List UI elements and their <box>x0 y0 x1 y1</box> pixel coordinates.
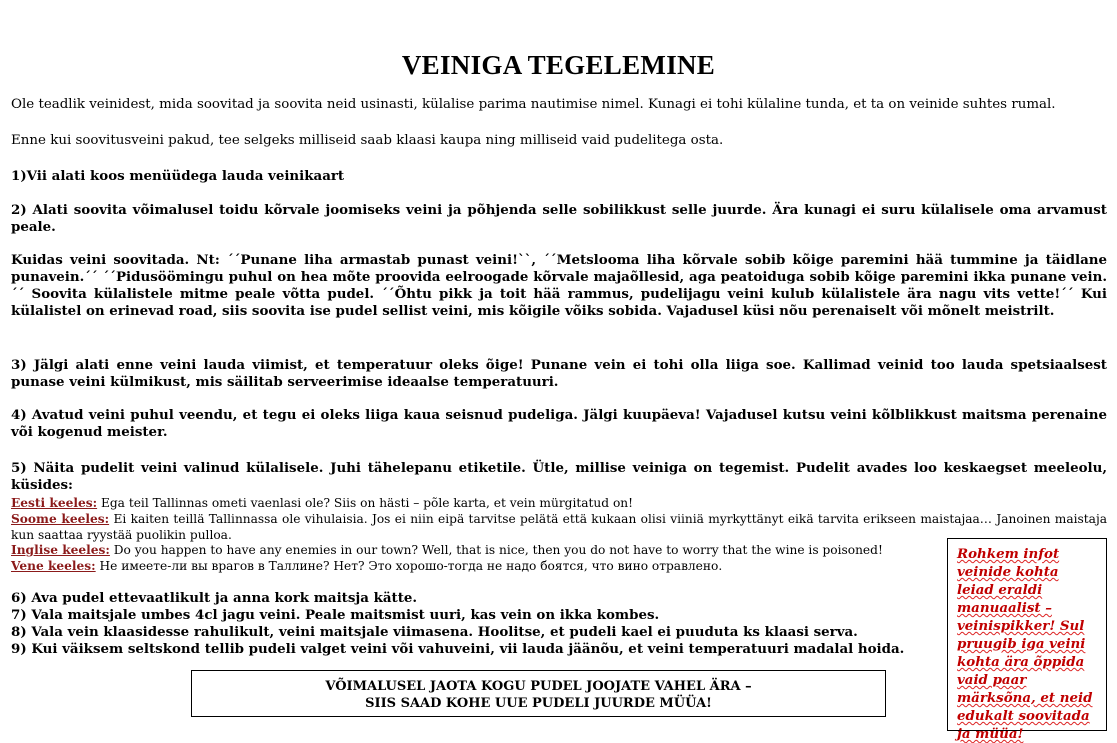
point-4: 4) Avatud veini puhul veendu, et tegu ei oleks liiga kaua seisnud pudeliga. Jälgi kuupäeva! Vajadusel kutsu veini kõlblikkust maitsma perenaine või kogenud meister. <box>11 407 1107 440</box>
point-3: 3) Jälgi alati enne veini lauda viimist, et temperatuur oleks õige! Punane vein ei tohi olla liiga soe. Kallimad veinid too lauda spetsiaalsest punase veini külmikust, mis säilitab serveerimise ideaalse temperatuuri. <box>11 357 1107 390</box>
point-5: 5) Näita pudelit veini valinud külalisele. Juhi tähelepanu etiketile. Ütle, millise veiniga on tegemist. Pudelit avades loo keskaegset meeleolu, küsides: <box>11 460 1107 493</box>
wine-manual-note <box>947 538 1107 742</box>
wine-manual-note-text: Rohkem infot veinide kohta leiad eraldi manuaalist – veinispikker! Sul pruugib iga veini kohta ära õppida vaid paar märksõna, et neid edukalt soovitada ja müüa! <box>957 546 1093 742</box>
language-estonian <box>11 495 1107 511</box>
language-text: Не имеете-ли вы врагов в Таллине? Нет? Это хорошо-тогда не надо боятся, что вино отравлено. <box>95 559 723 573</box>
box-line-1: VÕIMALUSEL JAOTA KOGU PUDEL JOOJATE VAHEL ÄRA – <box>325 679 752 694</box>
language-text: Ei kaiten teillä Tallinnassa ole vihulaisia. Jos ei niin eipä tarvitse pelätä että kukaan olisi viiniä myrkyttänyt eikä tarvita erikseen maistajaa… Janoinen maistaja kun saattaa ryystää puolikin pulloa. <box>11 512 1107 542</box>
language-text: Ega teil Tallinnas ometi vaenlasi ole? Siis on hästi – põle karta, et vein mürgitatud on! <box>97 496 634 510</box>
language-label: Soome keeles: <box>11 512 110 526</box>
how-to-recommend: Kuidas veini soovitada. Nt: ´´Punane liha armastab punast veini!``, ´´Metslooma liha kõrvale sobib kõige paremini hää tummine ja täidlane punavein.´´ ´´Pidusöömingu puhul on hea mõte proovida eelroogade kõrvale majaõllesid, aga peatoiduga sobib kõige paremini ikka punane vein.´´ Soovita külalistele mitme peale võtta pudel. ´´Õhtu pikk ja toit hää rammus, pudelijagu veini kulub külalistele ära nagu vits vette!´´ Kui külalistel on erinevad road, siis soovita ise pudel sellist veini, mis kõigile võiks sobida. Vajadusel küsi nõu perenaiselt või mõnelt meistrilt. <box>11 252 1107 319</box>
language-english <box>11 542 941 558</box>
box-line-2: SIIS SAAD KOHE UUE PUDELI JUURDE MÜÜA! <box>365 696 712 711</box>
language-russian <box>11 558 941 574</box>
language-label: Eesti keeles: <box>11 496 98 510</box>
intro-paragraph-2: Enne kui soovitusveini pakud, tee selgeks milliseid saab klaasi kaupa ning milliseid vaid pudelitega osta. <box>11 133 724 148</box>
point-2: 2) Alati soovita võimalusel toidu kõrvale joomiseks veini ja põhjenda selle sobilikkust selle juurde. Ära kunagi ei suru külalisele oma arvamust peale. <box>11 202 1107 235</box>
step-8: 8) Vala vein klaasidesse rahulikult, veini maitsjale viimasena. Hoolitse, et pudeli kael ei puuduta ks klaasi serva. <box>11 624 858 640</box>
sell-whole-bottle-box <box>191 670 886 717</box>
language-finnish <box>11 511 1107 543</box>
language-label: Inglise keeles: <box>11 543 110 557</box>
language-text: Do you happen to have any enemies in our town? Well, that is nice, then you do not have to worry that the wine is poisoned! <box>109 543 883 557</box>
intro-paragraph-1: Ole teadlik veinidest, mida soovitad ja soovita neid usinasti, külalise parima nautimise nimel. Kunagi ei tohi külaline tunda, et ta on veinide suhtes rumal. <box>11 97 1056 112</box>
step-7: 7) Vala maitsjale umbes 4cl jagu veini. Peale maitsmist uuri, kas vein on ikka kombes. <box>11 607 660 623</box>
step-6: 6) Ava pudel ettevaatlikult ja anna kork maitsja kätte. <box>11 590 418 606</box>
step-9: 9) Kui väiksem seltskond tellib pudeli valget veini või vahuveini, vii lauda jäänõu, et veini temperatuuri madalal hoida. <box>11 641 905 657</box>
language-label: Vene keeles: <box>11 559 96 573</box>
point-1: 1)Vii alati koos menüüdega lauda veinikaart <box>11 168 345 184</box>
page-title: VEINIGA TEGELEMINE <box>401 50 716 80</box>
